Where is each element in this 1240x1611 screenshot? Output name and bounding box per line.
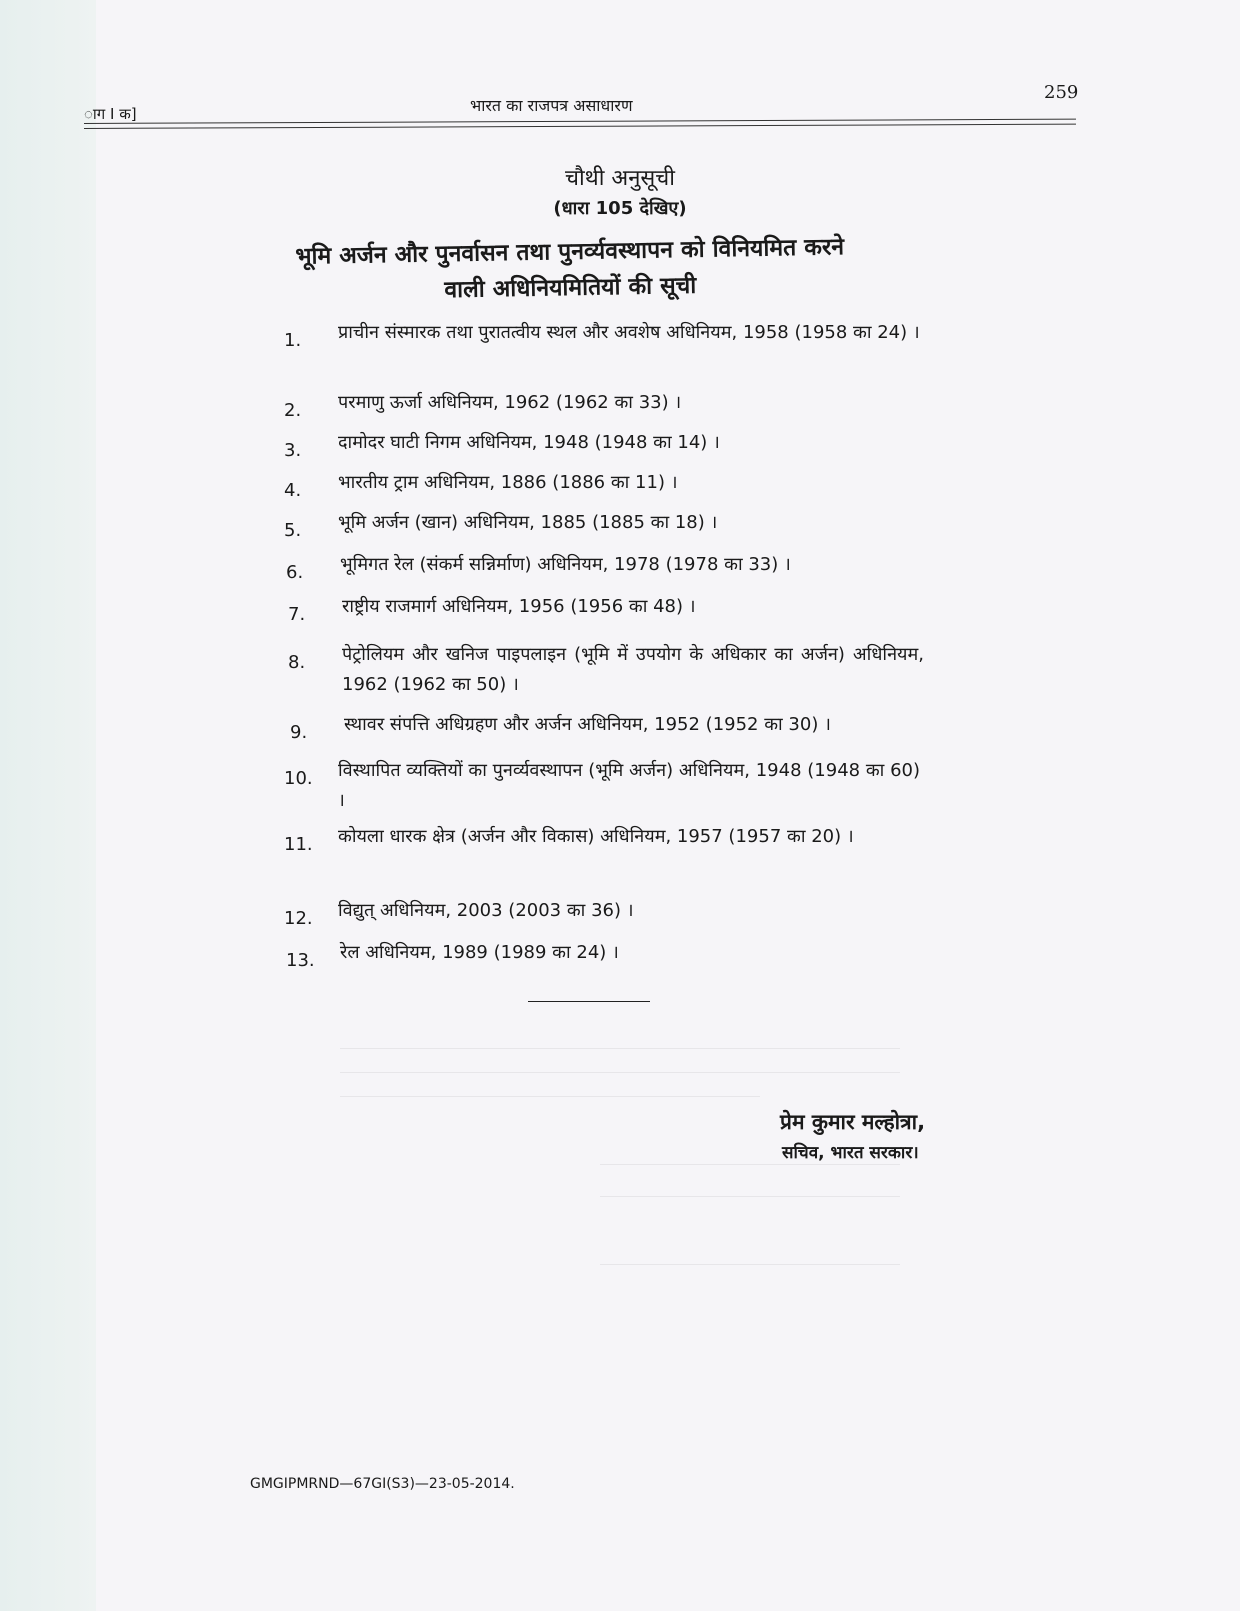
- item-number: 7.: [288, 604, 306, 625]
- item-text: भूमिगत रेल (संकर्म सन्निर्माण) अधिनियम, 1978 (1978 का 33) ।: [340, 554, 791, 575]
- signatory-name: प्रेम कुमार मल्होत्रा,: [780, 1110, 926, 1134]
- schedule-heading: [249, 228, 890, 311]
- heading-line-1: भूमि अर्जन और पुनर्वासन तथा पुनर्व्यवस्थापन को विनियमित करने: [295, 234, 845, 270]
- part-label: ाग I क]: [84, 105, 137, 123]
- item-number: 11.: [284, 834, 313, 855]
- item-text: परमाणु ऊर्जा अधिनियम, 1962 (1962 का 33) ।: [338, 392, 682, 413]
- item-text: भारतीय ट्राम अधिनियम, 1886 (1886 का 11) ।: [338, 472, 678, 493]
- item-number: 12.: [284, 908, 313, 929]
- item-text: विद्युत् अधिनियम, 2003 (2003 का 36) ।: [338, 900, 634, 921]
- scan-margin: [0, 0, 96, 1611]
- item-number: 1.: [284, 330, 302, 351]
- printer-imprint: GMGIPMRND—67GI(S3)—23-05-2014.: [250, 1476, 515, 1492]
- item-text: राष्ट्रीय राजमार्ग अधिनियम, 1956 (1956 का 48) ।: [342, 596, 696, 617]
- heading-line-2: वाली अधिनियमितियों की सूची: [444, 272, 697, 304]
- item-text: स्थावर संपत्ति अधिग्रहण और अर्जन अधिनियम, 1952 (1952 का 30) ।: [344, 714, 831, 735]
- item-number: 5.: [284, 520, 302, 541]
- item-text: पेट्रोलियम और खनिज पाइपलाइन (भूमि में उपयोग के अधिकार का अर्जन) अधिनियम, 1962 (1962 का 50) ।: [342, 644, 924, 695]
- item-text: रेल अधिनियम, 1989 (1989 का 24) ।: [340, 942, 619, 963]
- item-number: 2.: [284, 400, 302, 421]
- schedule-reference: (धारा 105 देखिए): [553, 198, 687, 219]
- item-text: कोयला धारक क्षेत्र (अर्जन और विकास) अधिनियम, 1957 (1957 का 20) ।: [338, 826, 854, 847]
- page-number: 259: [1044, 82, 1079, 103]
- item-text: विस्थापित व्यक्तियों का पुनर्व्यवस्थापन (भूमि अर्जन) अधिनियम, 1948 (1948 का 60) ।: [338, 760, 920, 811]
- item-number: 3.: [284, 440, 302, 461]
- item-text: दामोदर घाटी निगम अधिनियम, 1948 (1948 का 14) ।: [338, 432, 720, 453]
- item-number: 9.: [290, 722, 308, 743]
- item-number: 8.: [288, 652, 306, 673]
- item-text: प्राचीन संस्मारक तथा पुरातत्वीय स्थल और अवशेष अधिनियम, 1958 (1958 का 24) ।: [338, 322, 920, 343]
- section-divider: [528, 1001, 650, 1002]
- item-number: 10.: [284, 768, 313, 789]
- item-text: भूमि अर्जन (खान) अधिनियम, 1885 (1885 का 18) ।: [338, 512, 718, 533]
- item-number: 6.: [286, 562, 304, 583]
- item-number: 4.: [284, 480, 302, 501]
- schedule-title: चौथी अनुसूची: [565, 166, 675, 191]
- signatory-designation: सचिव, भारत सरकार।: [782, 1143, 919, 1163]
- item-number: 13.: [286, 950, 315, 971]
- gazette-title: भारत का राजपत्र असाधारण: [470, 96, 633, 115]
